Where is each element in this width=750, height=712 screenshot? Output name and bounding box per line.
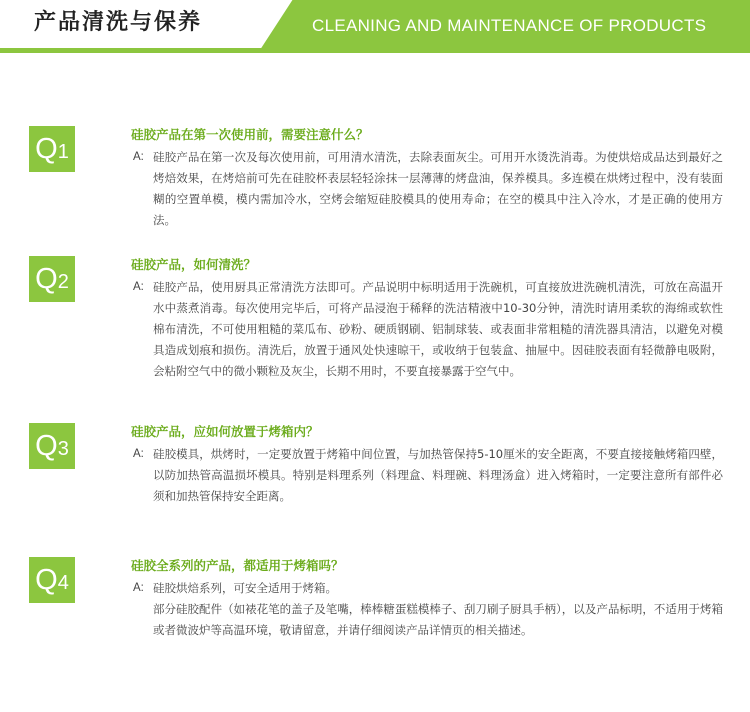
answer-label: A:: [133, 582, 144, 594]
page-subtitle: CLEANING AND MAINTENANCE OF PRODUCTS: [312, 16, 707, 35]
page-title: 产品清洗与保养: [34, 10, 203, 35]
question-title: 硅胶产品，应如何放置于烤箱内？: [131, 424, 319, 439]
answer-paragraph: 硅胶产品在第一次及每次使用前，可用清水清洗，去除表面灰尘。可用开水烫洗消毒。为使烘焙成品达到最好之烤焙效果，在烤焙前可先在硅胶杯表层轻轻涂抹一层薄薄的烤盘油，保养模具。多连模在烘烤过程中，没有装面糊的空置单模，模内需加冷水，空烤会缩短硅胶模具的使用寿命；在空的模具中注入冷水，才是正确的使用方法。: [153, 150, 723, 227]
answer: [133, 147, 723, 231]
question-badge: Q4: [29, 557, 75, 603]
question-title: 硅胶产品，如何清洗？: [131, 257, 257, 272]
answer-label: A:: [133, 281, 144, 293]
question-title: 硅胶全系列的产品，都适用于烤箱吗？: [131, 558, 344, 573]
question-badge: Q1: [29, 126, 75, 172]
answer-paragraph: 部分硅胶配件（如裱花笔的盖子及笔嘴，棒棒糖蛋糕模棒子、刮刀刷子厨具手柄），以及产品标明，不适用于烤箱或者微波炉等高温环境，敬请留意，并请仔细阅读产品详情页的相关描述。: [153, 602, 723, 637]
answer: [133, 277, 723, 382]
answer: [133, 444, 723, 507]
answer-paragraph: 硅胶烘焙系列，可安全适用于烤箱。: [153, 581, 337, 595]
section-header: [0, 0, 750, 56]
question-badge: Q3: [29, 423, 75, 469]
question-badge: Q2: [29, 256, 75, 302]
answer-label: A:: [133, 448, 144, 460]
answer-paragraph: 硅胶产品，使用厨具正常清洗方法即可。产品说明中标明适用于洗碗机，可直接放进洗碗机清洗，可放在高温开水中蒸煮消毒。每次使用完毕后，可将产品浸泡于稀释的洗洁精液中10-30分钟，清洗时请用柔软的海绵或软性棉布清洗，不可使用粗糙的菜瓜布、砂粉、硬质钢刷、铝制球装、或表面非常粗糙的清洗器具清洁，以避免对模具造成划痕和损伤。清洗后，放置于通风处快速晾干，或收纳于包装盒、抽屉中。因硅胶表面有轻微静电吸附，会粘附空气中的微小颗粒及灰尘，长期不用时，不要直接暴露于空气中。: [153, 280, 723, 378]
answer-paragraph: 硅胶模具，烘烤时，一定要放置于烤箱中间位置，与加热管保持5-10厘米的安全距离，不要直接接触烤箱四壁，以防加热管高温损坏模具。特别是料理系列（料理盒、料理碗、料理汤盒）进入烤箱时，一定要注意所有部件必须和加热管保持安全距离。: [153, 447, 723, 503]
answer: [133, 578, 723, 641]
question-title: 硅胶产品在第一次使用前，需要注意什么？: [131, 127, 369, 142]
answer-label: A:: [133, 151, 144, 163]
